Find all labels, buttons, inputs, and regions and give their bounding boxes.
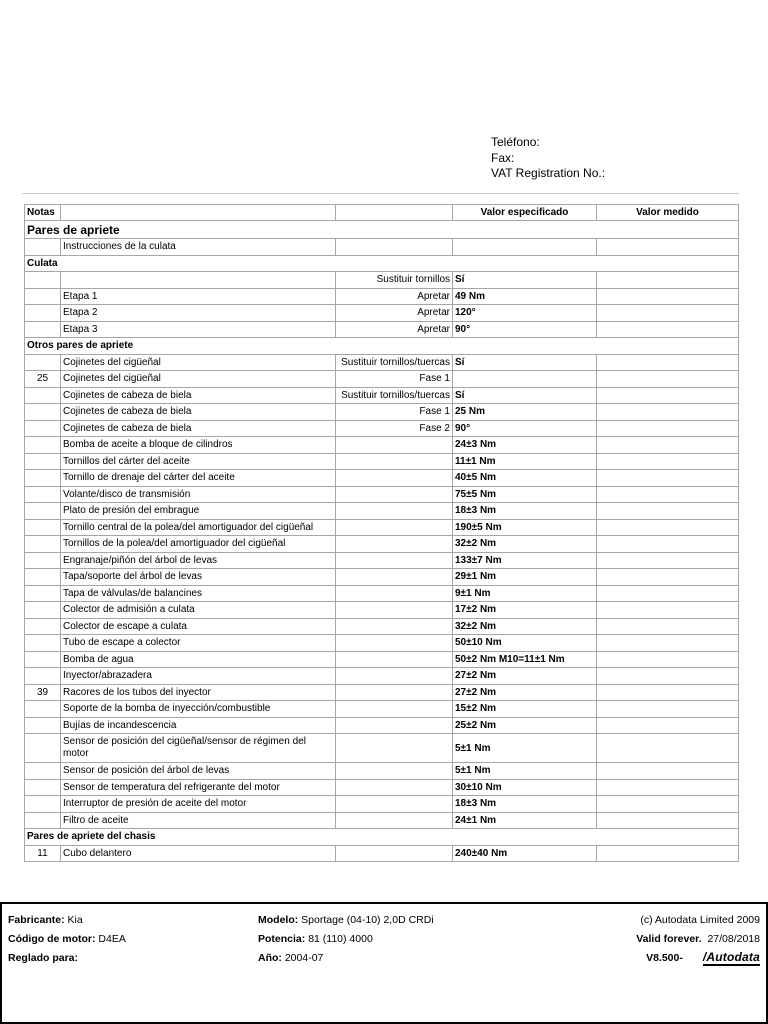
measured-value-cell <box>597 387 739 404</box>
condition-cell <box>336 618 453 635</box>
note-cell <box>25 618 61 635</box>
item-cell: Interruptor de presión de aceite del motor <box>61 796 336 813</box>
power-label: Potencia: <box>258 933 306 945</box>
footer-panel <box>0 902 768 1024</box>
note-cell <box>25 437 61 454</box>
item-cell <box>61 272 336 289</box>
note-cell <box>25 635 61 652</box>
notes-header: Notas <box>25 205 61 221</box>
condition-cell: Fase 2 <box>336 420 453 437</box>
table-row <box>25 305 739 322</box>
note-cell <box>25 812 61 829</box>
note-cell <box>25 796 61 813</box>
measured-value-cell <box>597 453 739 470</box>
table-row <box>25 779 739 796</box>
measured-value-cell <box>597 420 739 437</box>
table-row <box>25 602 739 619</box>
table-row <box>25 288 739 305</box>
item-cell: Sensor de posición del cigüeñal/sensor de régimen del motor <box>61 734 336 763</box>
note-cell: 11 <box>25 845 61 862</box>
section-row <box>25 255 739 272</box>
measured-value-cell <box>597 684 739 701</box>
footer-model-col <box>258 911 434 968</box>
item-cell: Inyector/abrazadera <box>61 668 336 685</box>
spec-value-cell: 27±2 Nm <box>453 668 597 685</box>
measured-value-cell <box>597 569 739 586</box>
item-cell: Cojinetes del cigüeñal <box>61 371 336 388</box>
note-cell <box>25 503 61 520</box>
item-cell: Etapa 2 <box>61 305 336 322</box>
spec-value-cell: 30±10 Nm <box>453 779 597 796</box>
table-row <box>25 453 739 470</box>
section-title: Pares de apriete <box>25 221 739 239</box>
note-cell <box>25 651 61 668</box>
condition-cell: Sustituir tornillos/tuercas <box>336 354 453 371</box>
measured-value-cell <box>597 635 739 652</box>
contact-block <box>491 135 605 182</box>
table-row <box>25 354 739 371</box>
measured-value-cell <box>597 701 739 718</box>
item-cell: Tornillo central de la polea/del amortiguador del cigüeñal <box>61 519 336 536</box>
footer-vehicle-col <box>8 911 126 968</box>
item-cell: Plato de presión del embrague <box>61 503 336 520</box>
condition-cell <box>336 536 453 553</box>
measured-value-cell <box>597 585 739 602</box>
note-cell <box>25 569 61 586</box>
condition-cell <box>336 734 453 763</box>
measured-value-cell <box>597 272 739 289</box>
item-cell: Bujías de incandescencia <box>61 717 336 734</box>
condition-cell <box>336 651 453 668</box>
item-cell: Colector de admisión a culata <box>61 602 336 619</box>
measured-value-cell <box>597 796 739 813</box>
note-cell <box>25 585 61 602</box>
note-cell <box>25 321 61 338</box>
valid-label: Valid forever. <box>636 933 702 945</box>
spec-value-cell: 27±2 Nm <box>453 684 597 701</box>
note-cell <box>25 763 61 780</box>
note-cell: 39 <box>25 684 61 701</box>
valid-date: 27/08/2018 <box>707 933 760 945</box>
spec-value-header: Valor especificado <box>453 205 597 221</box>
spec-value-cell: 5±1 Nm <box>453 763 597 780</box>
table-row <box>25 272 739 289</box>
note-cell <box>25 239 61 256</box>
condition-cell: Apretar <box>336 288 453 305</box>
section-row <box>25 829 739 846</box>
measured-value-cell <box>597 602 739 619</box>
note-cell <box>25 701 61 718</box>
power-value: 81 (110) 4000 <box>308 933 373 945</box>
spec-value-cell: 15±2 Nm <box>453 701 597 718</box>
condition-cell <box>336 812 453 829</box>
spec-value-cell: 25±2 Nm <box>453 717 597 734</box>
spec-value-cell: 11±1 Nm <box>453 453 597 470</box>
manufacturer-value: Kia <box>67 914 83 926</box>
note-cell <box>25 734 61 763</box>
item-cell: Tornillos del cárter del aceite <box>61 453 336 470</box>
condition-cell: Sustituir tornillos/tuercas <box>336 387 453 404</box>
table-row <box>25 796 739 813</box>
measured-value-header: Valor medido <box>597 205 739 221</box>
footer-copyright-col <box>636 911 760 968</box>
table-header-row <box>25 205 739 221</box>
item-cell: Tornillos de la polea/del amortiguador del cigüeñal <box>61 536 336 553</box>
spec-value-cell: 18±3 Nm <box>453 503 597 520</box>
section-title: Otros pares de apriete <box>25 338 739 355</box>
measured-value-cell <box>597 371 739 388</box>
measured-value-cell <box>597 305 739 322</box>
condition-cell <box>336 668 453 685</box>
table-row <box>25 668 739 685</box>
condition-cell <box>336 763 453 780</box>
table-row <box>25 763 739 780</box>
copyright-text: (c) Autodata Limited 2009 <box>640 914 760 926</box>
vat-label: VAT Registration No.: <box>491 166 606 180</box>
table-row <box>25 717 739 734</box>
condition-cell <box>336 437 453 454</box>
regulated-for-label: Reglado para: <box>8 952 79 964</box>
spec-value-cell: 133±7 Nm <box>453 552 597 569</box>
condition-cell: Apretar <box>336 321 453 338</box>
item-cell: Cojinetes de cabeza de biela <box>61 404 336 421</box>
condition-cell <box>336 453 453 470</box>
manufacturer-label: Fabricante: <box>8 914 65 926</box>
spec-value-cell: Sí <box>453 354 597 371</box>
table-row <box>25 519 739 536</box>
condition-cell <box>336 486 453 503</box>
condition-cell <box>336 845 453 862</box>
table-row <box>25 684 739 701</box>
condition-cell: Fase 1 <box>336 404 453 421</box>
table-row <box>25 701 739 718</box>
item-cell: Racores de los tubos del inyector <box>61 684 336 701</box>
condition-cell: Sustituir tornillos <box>336 272 453 289</box>
measured-value-cell <box>597 354 739 371</box>
spec-value-cell: 90° <box>453 420 597 437</box>
spec-value-cell: 40±5 Nm <box>453 470 597 487</box>
measured-value-cell <box>597 618 739 635</box>
version-text: V8.500- <box>646 952 683 964</box>
spec-value-cell: 50±2 Nm M10=11±1 Nm <box>453 651 597 668</box>
spec-value-cell: 50±10 Nm <box>453 635 597 652</box>
spec-value-cell: 17±2 Nm <box>453 602 597 619</box>
spec-value-cell: 24±3 Nm <box>453 437 597 454</box>
item-cell: Colector de escape a culata <box>61 618 336 635</box>
year-label: Año: <box>258 952 282 964</box>
item-cell: Soporte de la bomba de inyección/combustible <box>61 701 336 718</box>
condition-cell <box>336 684 453 701</box>
note-cell <box>25 668 61 685</box>
note-cell <box>25 453 61 470</box>
condition-cell <box>336 701 453 718</box>
measured-value-cell <box>597 812 739 829</box>
autodata-logo: /Autodata <box>702 950 760 964</box>
spec-value-cell: 190±5 Nm <box>453 519 597 536</box>
table-row <box>25 845 739 862</box>
spec-value-cell: Sí <box>453 387 597 404</box>
note-cell <box>25 519 61 536</box>
note-cell <box>25 288 61 305</box>
note-cell <box>25 420 61 437</box>
spec-value-cell: 49 Nm <box>453 288 597 305</box>
measured-value-cell <box>597 288 739 305</box>
measured-value-cell <box>597 519 739 536</box>
measured-value-cell <box>597 763 739 780</box>
section-title: Culata <box>25 255 739 272</box>
condition-cell <box>336 519 453 536</box>
measured-value-cell <box>597 321 739 338</box>
table-row <box>25 437 739 454</box>
table-row <box>25 651 739 668</box>
condition-cell <box>336 779 453 796</box>
item-cell: Engranaje/piñón del árbol de levas <box>61 552 336 569</box>
condition-cell <box>336 602 453 619</box>
item-cell: Tapa/soporte del árbol de levas <box>61 569 336 586</box>
item-cell: Sensor de temperatura del refrigerante del motor <box>61 779 336 796</box>
item-header <box>61 205 336 221</box>
table-row <box>25 503 739 520</box>
table-row <box>25 812 739 829</box>
measured-value-cell <box>597 845 739 862</box>
item-cell: Cubo delantero <box>61 845 336 862</box>
condition-cell <box>336 552 453 569</box>
section-title: Pares de apriete del chasis <box>25 829 739 846</box>
item-cell: Filtro de aceite <box>61 812 336 829</box>
measured-value-cell <box>597 668 739 685</box>
item-cell: Etapa 3 <box>61 321 336 338</box>
section-row <box>25 221 739 239</box>
condition-cell: Apretar <box>336 305 453 322</box>
condition-cell <box>336 796 453 813</box>
note-cell <box>25 354 61 371</box>
measured-value-cell <box>597 779 739 796</box>
note-cell <box>25 387 61 404</box>
note-cell <box>25 470 61 487</box>
measured-value-cell <box>597 651 739 668</box>
table-row <box>25 321 739 338</box>
condition-cell <box>336 503 453 520</box>
table-body <box>25 221 739 862</box>
table-row <box>25 239 739 256</box>
item-cell: Bomba de aceite a bloque de cilindros <box>61 437 336 454</box>
table-row <box>25 635 739 652</box>
table-row <box>25 470 739 487</box>
measured-value-cell <box>597 470 739 487</box>
condition-cell: Fase 1 <box>336 371 453 388</box>
note-cell <box>25 552 61 569</box>
item-cell: Volante/disco de transmisión <box>61 486 336 503</box>
item-cell: Tapa de válvulas/de balancines <box>61 585 336 602</box>
note-cell <box>25 305 61 322</box>
item-cell: Tubo de escape a colector <box>61 635 336 652</box>
item-cell: Instrucciones de la culata <box>61 239 336 256</box>
table-row <box>25 486 739 503</box>
spec-value-cell: 32±2 Nm <box>453 536 597 553</box>
torque-table <box>24 204 739 862</box>
table-row <box>25 536 739 553</box>
table-row <box>25 569 739 586</box>
table-row <box>25 371 739 388</box>
measured-value-cell <box>597 486 739 503</box>
condition-cell <box>336 585 453 602</box>
spec-value-cell: 120° <box>453 305 597 322</box>
table-row <box>25 585 739 602</box>
spec-value-cell: 18±3 Nm <box>453 796 597 813</box>
spec-value-cell: 5±1 Nm <box>453 734 597 763</box>
measured-value-cell <box>597 552 739 569</box>
measured-value-cell <box>597 717 739 734</box>
year-value: 2004-07 <box>284 952 324 964</box>
table-row <box>25 618 739 635</box>
table-row <box>25 734 739 763</box>
measured-value-cell <box>597 503 739 520</box>
spec-value-cell <box>453 371 597 388</box>
item-cell: Etapa 1 <box>61 288 336 305</box>
table-row <box>25 420 739 437</box>
spec-value-cell: 24±1 Nm <box>453 812 597 829</box>
item-cell: Bomba de agua <box>61 651 336 668</box>
note-cell <box>25 779 61 796</box>
item-cell: Sensor de posición del árbol de levas <box>61 763 336 780</box>
measured-value-cell <box>597 239 739 256</box>
condition-cell <box>336 239 453 256</box>
condition-cell <box>336 635 453 652</box>
item-cell: Cojinetes de cabeza de biela <box>61 387 336 404</box>
table-row <box>25 552 739 569</box>
note-cell <box>25 717 61 734</box>
spec-value-cell: 32±2 Nm <box>453 618 597 635</box>
engine-code-label: Código de motor: <box>8 933 96 945</box>
note-cell <box>25 536 61 553</box>
item-cell: Tornillo de drenaje del cárter del aceite <box>61 470 336 487</box>
condition-cell <box>336 717 453 734</box>
spec-value-cell: 9±1 Nm <box>453 585 597 602</box>
note-cell <box>25 602 61 619</box>
condition-header <box>336 205 453 221</box>
engine-code-value: D4EA <box>98 933 126 945</box>
spec-value-cell: 29±1 Nm <box>453 569 597 586</box>
note-cell <box>25 404 61 421</box>
spec-value-cell: 240±40 Nm <box>453 845 597 862</box>
header-divider <box>22 193 739 194</box>
condition-cell <box>336 569 453 586</box>
measured-value-cell <box>597 437 739 454</box>
spec-value-cell: 90° <box>453 321 597 338</box>
note-cell <box>25 272 61 289</box>
model-label: Modelo: <box>258 914 299 926</box>
item-cell: Cojinetes del cigüeñal <box>61 354 336 371</box>
section-row <box>25 338 739 355</box>
spec-value-cell: 75±5 Nm <box>453 486 597 503</box>
condition-cell <box>336 470 453 487</box>
measured-value-cell <box>597 734 739 763</box>
table-row <box>25 387 739 404</box>
table-row <box>25 404 739 421</box>
measured-value-cell <box>597 404 739 421</box>
spec-value-cell: Sí <box>453 272 597 289</box>
measured-value-cell <box>597 536 739 553</box>
fax-label: Fax: <box>491 150 515 165</box>
phone-label: Teléfono: <box>491 135 540 149</box>
spec-value-cell: 25 Nm <box>453 404 597 421</box>
spec-value-cell <box>453 239 597 256</box>
note-cell <box>25 486 61 503</box>
note-cell: 25 <box>25 371 61 388</box>
model-value: Sportage (04-10) 2,0D CRDi <box>301 914 434 926</box>
item-cell: Cojinetes de cabeza de biela <box>61 420 336 437</box>
